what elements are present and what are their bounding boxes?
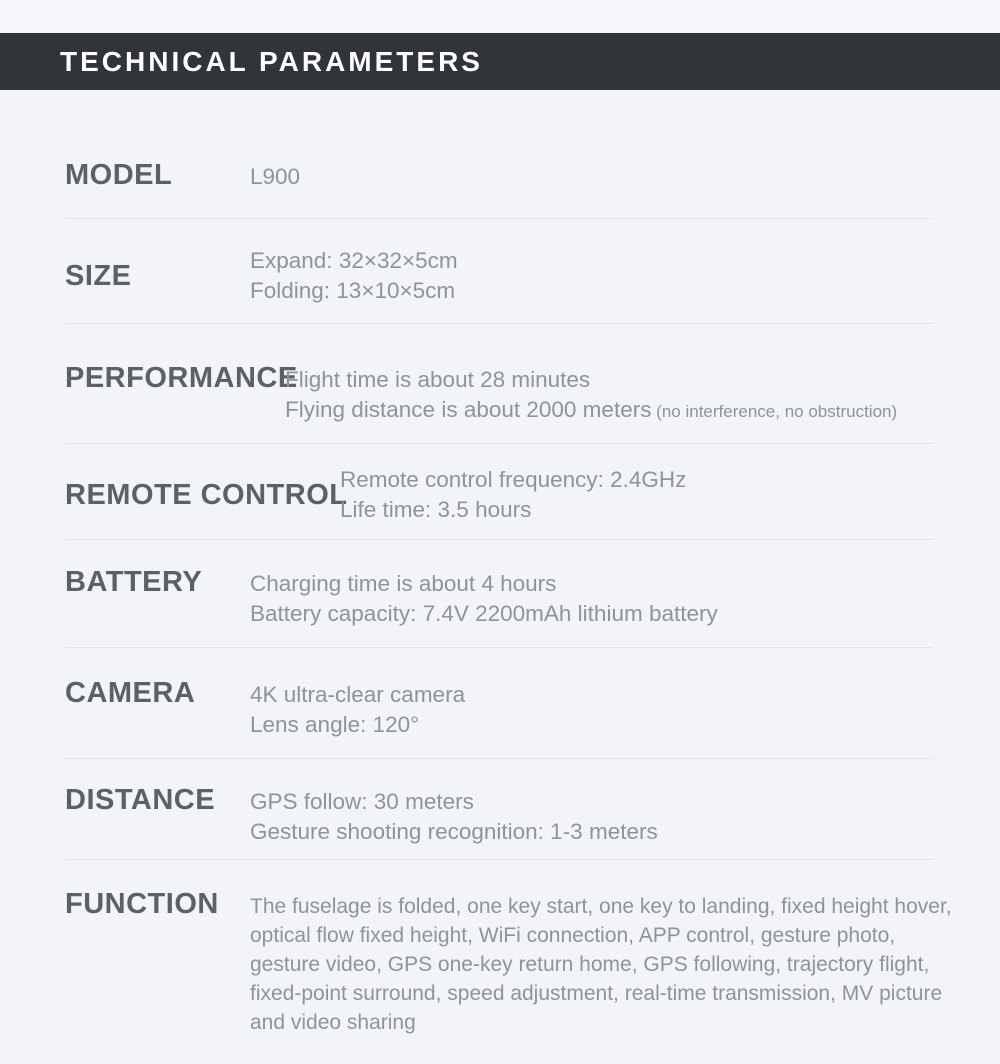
spec-row	[0, 759, 1000, 859]
spec-values	[250, 787, 658, 847]
spec-values	[250, 569, 718, 629]
spec-row	[0, 648, 1000, 758]
spec-label: MODEL	[65, 159, 173, 191]
spec-value-line: 4K ultra-clear camera	[250, 682, 466, 707]
spec-values	[250, 246, 458, 306]
section-title: TECHNICAL PARAMETERS	[60, 45, 483, 77]
spec-value-line: Expand: 32×32×5cm	[250, 248, 458, 273]
spec-label: PERFORMANCE	[65, 362, 298, 394]
section-header-bar	[0, 33, 1000, 90]
spec-row	[0, 860, 1000, 1064]
spec-row	[0, 444, 1000, 539]
spec-value-line: Remote control frequency: 2.4GHz	[340, 467, 687, 492]
spec-value-line: Flying distance is about 2000 meters (no interference, no obstruction)	[285, 397, 898, 422]
spec-values	[250, 680, 465, 740]
spec-label: FUNCTION	[65, 888, 219, 920]
spec-row	[0, 219, 1000, 323]
spec-row	[0, 540, 1000, 647]
top-margin-strip	[0, 0, 1000, 33]
spec-value-line: Flight time is about 28 minutes	[285, 367, 591, 392]
spec-note: (no interference, no obstruction)	[651, 402, 898, 421]
spec-value-line: Lens angle: 120°	[250, 712, 420, 737]
spec-row	[0, 90, 1000, 218]
spec-values	[250, 892, 960, 1037]
spec-value-line: L900	[250, 164, 301, 189]
spec-label: SIZE	[65, 260, 132, 292]
spec-table	[0, 90, 1000, 1064]
spec-values	[340, 465, 686, 525]
spec-value-line: The fuselage is folded, one key start, one key to landing, fixed height hover, optical flow fixed height, WiFi connection, APP control, gesture photo, gesture video, GPS one-key return home, GPS following, trajectory flight, fixed-point surround, speed adjustment, real-time transmission, MV picture and video sharing	[250, 895, 952, 1034]
spec-value-line: Battery capacity: 7.4V 2200mAh lithium battery	[250, 601, 718, 626]
spec-value-line: Life time: 3.5 hours	[340, 497, 532, 522]
spec-label: BATTERY	[65, 566, 203, 598]
spec-values	[250, 162, 300, 192]
spec-label: CAMERA	[65, 677, 196, 709]
spec-value-line: Gesture shooting recognition: 1-3 meters	[250, 819, 658, 844]
spec-label: DISTANCE	[65, 784, 216, 816]
spec-label: REMOTE CONTROL	[65, 479, 348, 511]
spec-row	[0, 324, 1000, 443]
spec-values	[285, 365, 897, 427]
spec-value-line: Folding: 13×10×5cm	[250, 278, 456, 303]
spec-value-line: Charging time is about 4 hours	[250, 571, 557, 596]
spec-value-line: GPS follow: 30 meters	[250, 789, 474, 814]
